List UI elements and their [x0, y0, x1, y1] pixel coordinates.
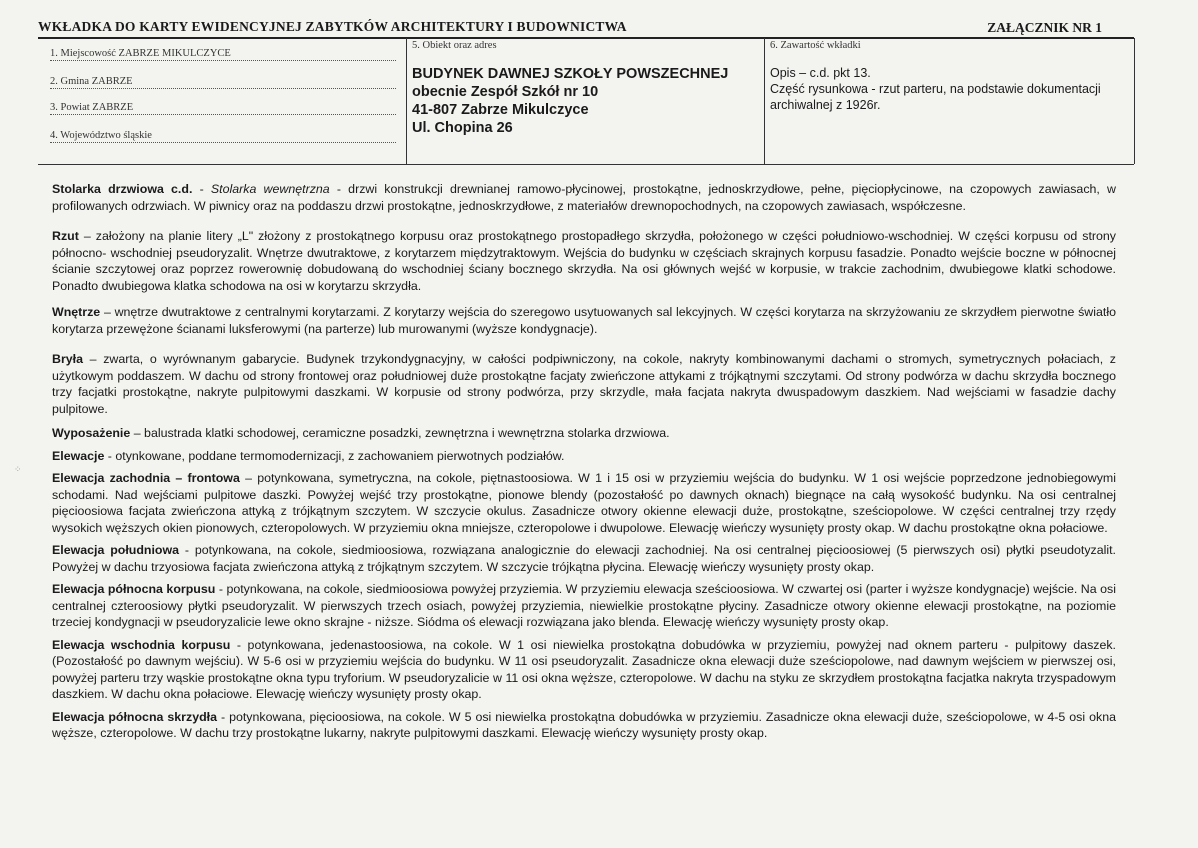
field-voivodeship: 4. Województwo śląskie — [50, 130, 396, 143]
object-current-use: obecnie Zespół Szkół nr 10 — [412, 84, 599, 100]
section-heading: Bryła — [52, 352, 83, 366]
section-text: – wnętrze dwutraktowe z centralnymi korytarzami. Z korytarzy wejścia do szeregowo usytuowanych sal lekcyjnych. W części korytarza na skrzyżowaniu ze skrzydłem pierwotne światło korytarza przewężone ścianami luksferowymi (na parterze) lub murowanymi (wyższe kondygnacje). — [52, 305, 1116, 336]
section-south-facade — [52, 542, 1116, 575]
section-heading: Elewacja zachodnia – frontowa — [52, 471, 240, 485]
section-facades — [52, 448, 1116, 465]
contents-box — [765, 38, 1135, 164]
section-heading: Elewacja południowa — [52, 543, 180, 557]
section-heading: Wyposażenie — [52, 426, 131, 440]
field-commune: 2. Gmina ZABRZE — [50, 76, 396, 89]
section-heading: Elewacja północna skrzydła — [52, 709, 217, 724]
scan-speck-icon: ⁘ — [14, 465, 22, 475]
section-text: - potynkowana, pięcioosiowa, na cokole. W 5 osi niewielka prostokątna dobudówka w przyziemiu. Zasadnicze okna elewacji duże, sześciopolowe, w 4-5 osi okna węższe, czteropolowe. W dachu trzy prostokątne lukarny, nakryte pulpitowymi daszkami. Elewację wieńczy wysunięty prosty okap. — [52, 709, 1116, 740]
field-locality: 1. Miejscowość ZABRZE MIKULCZYCE — [50, 48, 396, 61]
description-body — [52, 181, 1116, 742]
object-street: Ul. Chopina 26 — [412, 120, 513, 136]
object-address-box — [407, 38, 765, 164]
annex-number: ZAŁĄCZNIK NR 1 — [987, 20, 1102, 35]
contents-line-2: Część rysunkowa - rzut parteru, na podstawie dokumentacji archiwalnej z 1926r. — [770, 82, 1101, 112]
section-heading: Wnętrze — [52, 305, 101, 319]
section-text: - otynkowane, poddane termomodernizacji, z zachowaniem pierwotnych podziałów. — [104, 448, 565, 463]
object-label: 5. Obiekt oraz adres — [412, 40, 497, 51]
section-north-facade-wing — [52, 709, 1116, 742]
field-county: 3. Powiat ZABRZE — [50, 102, 396, 115]
section-joinery: Stolarka drzwiowa c.d. - Stolarka wewnętrzna - drzwi konstrukcji drewnianej ramowo-płycinowej, prostokątne, jednoskrzydłowe, pełne, pięciopłycinowe, na czopowych zawiasach, w profilowanych odrzwiach. W piwnicy oraz na poddaszu drzwi prostokątne, jednoskrzydłowe, z materiałów drewnopochodnych, na czopowych zawiasach, współczesne. — [52, 182, 1116, 213]
section-text: - potynkowana, na cokole, siedmioosiowa, rozwiązana analogicznie do elewacji zachodniej. Na osi centralnej pięcioosiowej (5 pierwszych osi) płytki pseudotyzalit. Powyżej w dachu trzyosiowa facjata zwieńczona attyką z trójkątnym szczytem. W szczycie trójkątna płycina. Elewację wieńczy wysunięty prosty okap. — [52, 543, 1116, 574]
section-heading: Elewacja północna korpusu — [52, 582, 216, 596]
section-subheading: Stolarka wewnętrzna — [210, 182, 330, 196]
object-address — [412, 65, 728, 137]
section-heading: Elewacje — [52, 448, 105, 463]
contents-line-1: Opis – c.d. pkt 13. — [770, 66, 871, 80]
section-north-facade-main — [52, 581, 1116, 631]
section-text: – zwarta, o wyrównanym gabarycie. Budynek trzykondygnacyjny, w całości podpiwniczony, na cokole, nakryty kombinowanymi dachami o stromych, symetrycznych połaciach, z użytkowym poddaszem. W dachu od strony frontowej oraz południowej duże prostokątne facjaty zwieńczone attykami z trójkątnymi szczytami. Od strony podwórza w dachu skrzydła bocznego trzy facjatki prostokątne, nakryte pulpitowymi daszkami. W korpusie od strony podwórza, przy skrzydle, mała facjata nakryta dwuspadowym daszkiem. Nad wejściami w fasadzie dachy pulpitowe. — [52, 352, 1116, 416]
contents-label: 6. Zawartość wkładki — [770, 40, 861, 51]
object-name: BUDYNEK DAWNEJ SZKOŁY POWSZECHNEJ — [412, 66, 729, 82]
section-heading: Rzut — [52, 229, 79, 243]
section-east-facade-main — [52, 637, 1116, 703]
section-text: – założony na planie litery „L" złożony z prostokątnego korpusu oraz prostokątnego prostopadłego skrzydła, położonego w części południowo-wschodniej. W części korpusu od strony północno- wschodniej pseudoryzalit. Wnętrze dwutraktowe, z korytarzem międzytraktowym. Wejścia do budynku w częściach skrajnych korpusu fasadzie. Ponadto wejście boczne w północnej ścianie szczytowej oraz poprzez rowerownię dobudowaną do wschodniej ściany bocznego skrzydła. Na osi głównych wejść w korpusie, w trakcie zachodnim, dwubiegowe klatki schodowe. Ponadto dwubiegowa klatka schodowa na osi w korytarzu skrzydła. — [52, 229, 1116, 293]
table-bottom-rule — [38, 164, 1134, 165]
section-plan — [52, 228, 1116, 294]
section-equipment — [52, 425, 1116, 442]
location-fields — [38, 38, 407, 164]
section-interior — [52, 304, 1116, 337]
section-text: - potynkowana, jedenastoosiowa, na cokole. W 1 osi niewielka prostokątna dobudówka w przyziemiu, powyżej nad oknem parteru - pulpitowy daszek. (Pozostałość po dawnym wejściu). W 5-6 osi w przyziemiu wejścia do budynku. W 11 osi pseudoryzalit. Zasadnicze okna elewacji duże sześciopolowe, nad dawnym wejściem w pierwszej osi, powyżej parteru trzy wąskie prostokątne okna typu tryforium. W pseudoryzalicie w 11 osi okna węższe, czteropolowe. W dachu na styku ze skrzydłem prostokątna facjatka nakryta trzyspadowym daszkiem. W dachu okna połaciowe. Elewację wieńczy wysunięty prosty okap. — [52, 637, 1116, 701]
section-text: – potynkowana, symetryczna, na cokole, piętnastoosiowa. W 1 i 15 osi w przyziemiu wejścia do budynku. W 1 osi wejście poprzedzone jednobiegowymi schodami. Nad wejściami pulpitowe daszki. Powyżej wejść trzy prostokątne, pionowe blendy (pozostałość po dawnych oknach) biegnące na całą wysokość budynku. Na osi centralnej pięcioosiowa facjata zwieńczona attyką z trójkątnym szczytem. W szczycie okulus. Zasadnicze otwory okienne elewacji duże, prostokątne, sześciopolowe. W części centralnej trzy rzędy wysokich węższych okien pionowych, czteropolowych. W przyziemiu okna mniejsze, czteropolowe i dwupolowe. Elewację wieńczy wysunięty prosty okap. W dachu prostokątne okna połaciowe. — [52, 471, 1117, 535]
section-massing — [52, 351, 1116, 417]
contents-note — [770, 65, 1130, 113]
section-text: - drzwi konstrukcji drewnianej ramowo-płycinowej, prostokątne, jednoskrzydłowe, pełne, pięciopłycinowe, na czopowych zawiasach, w profilowanych odrzwiach. W piwnicy oraz na poddaszu drzwi prostokątne, jednoskrzydłowe, z materiałów drewnopochodnych, na czopowych zawiasach, współczesne. — [52, 182, 1116, 213]
section-text: – balustrada klatki schodowej, ceramiczne posadzki, zewnętrzna i wewnętrzna stolarka drzwiowa. — [130, 426, 670, 440]
object-postal-city: 41-807 Zabrze Mikulczyce — [412, 102, 589, 118]
section-heading: Stolarka drzwiowa c.d. — [52, 182, 193, 196]
section-west-facade — [52, 470, 1116, 536]
form-title: WKŁADKA DO KARTY EWIDENCYJNEJ ZABYTKÓW ARCHITEKTURY I BUDOWNICTWA — [38, 19, 627, 34]
section-heading: Elewacja wschodnia korpusu — [52, 637, 231, 652]
section-text: - potynkowana, na cokole, siedmioosiowa powyżej przyziemia. W przyziemiu elewacja sześcioosiowa. W czwartej osi (parter i wyższe kondygnacje) wejście. Na osi centralnej czteroosiowy płytki pseudoryzalit. W pierwszych trzech osiach, powyżej przyziemia, niewielkie prostokątne płyciny. Zasadnicze otwory okienne elewacji prostokątne, na poziomie trzeciej kondygnacji w pseudoryzalicie lewe okno skrajne - niższe. Siódma oś elewacji rozwiązana jako blenda. Elewację wieńczy wysunięty prosty okap. — [52, 582, 1116, 629]
